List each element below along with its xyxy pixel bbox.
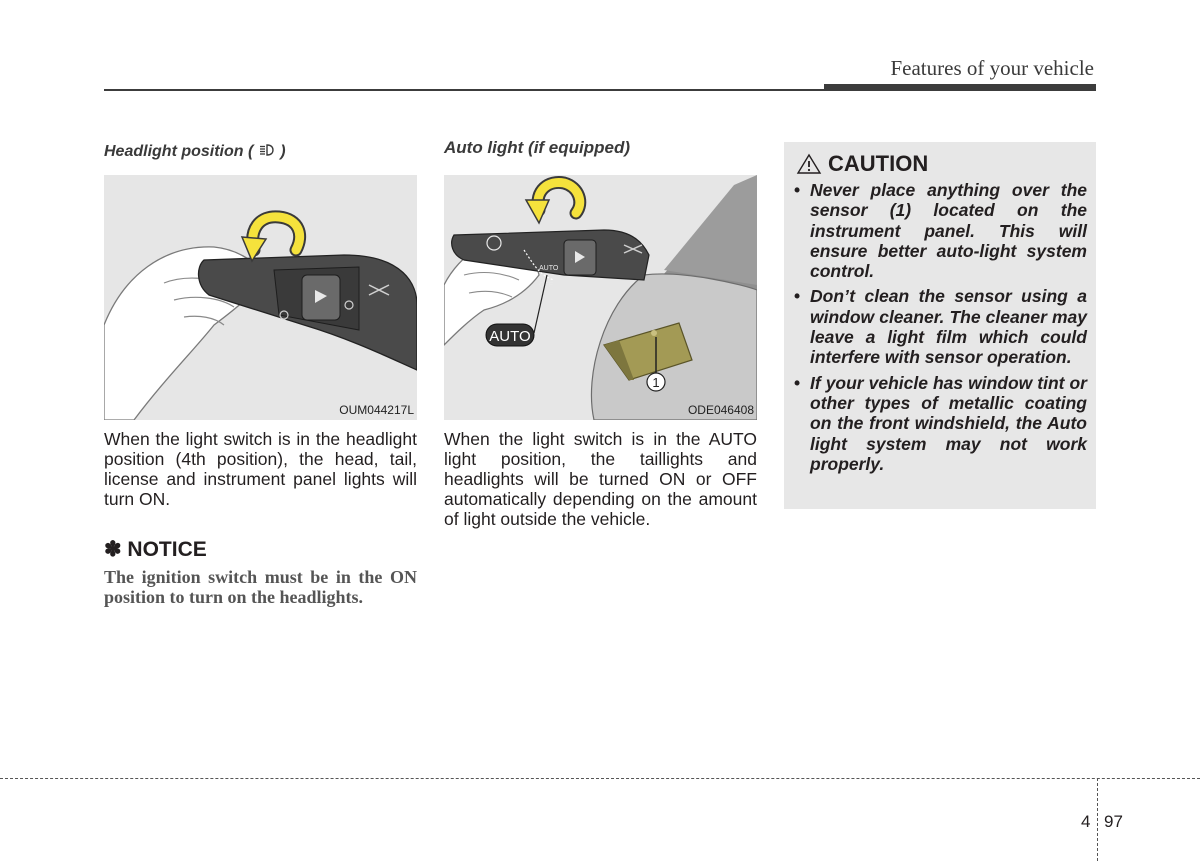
caution-list	[794, 180, 1087, 479]
caution-item: • If your vehicle has window tint or other types of metallic coating on the front windshield, the Auto light system may not work properly.	[794, 372, 1087, 474]
caution-title: CAUTION	[828, 151, 929, 176]
caution-item: • Don’t clean the sensor using a window cleaner. The cleaner may leave a light film which could interfere with sensor operation.	[794, 286, 1087, 368]
header-rule-accent	[824, 84, 1096, 91]
auto-light-description: When the light switch is in the AUTO light position, the taillights and headlights will be turned ON or OFF automatically depending on the amount of light outside the vehicle.	[444, 429, 757, 529]
figure-auto-light	[444, 175, 757, 420]
headlight-description: When the light switch is in the headlight position (4th position), the head, tail, license and instrument panel lights will turn ON.	[104, 429, 417, 509]
notice-body: The ignition switch must be in the ON position to turn on the headlights.	[104, 567, 417, 607]
caution-box	[784, 142, 1096, 509]
auto-switch-marker: AUTO	[539, 265, 559, 272]
warning-triangle-icon	[796, 153, 822, 175]
auto-light-illustration	[444, 175, 757, 420]
heading-text-end: )	[280, 143, 286, 160]
sensor-callout-label: 1	[652, 375, 660, 390]
auto-callout-label: AUTO	[489, 328, 531, 345]
figure-headlight-switch	[104, 175, 417, 420]
chapter-number: 4	[1081, 812, 1091, 831]
footer-divider	[1097, 778, 1098, 861]
section-heading-headlight-position	[104, 143, 286, 161]
page-number: 97	[1104, 812, 1123, 831]
heading-text: Headlight position (	[104, 143, 254, 160]
section-heading-auto-light: Auto light (if equipped)	[444, 138, 631, 157]
headlight-switch-illustration	[104, 175, 417, 420]
off-switch-marker: OFF	[539, 282, 553, 289]
figure-code: OUM044217L	[339, 403, 414, 417]
footer-rule	[0, 778, 1200, 779]
caution-heading	[796, 151, 928, 177]
page-header-title: Features of your vehicle	[890, 56, 1094, 80]
caution-item: • Never place anything over the sensor (1) located on the instrument panel. This will ensure better auto-light system control.	[794, 180, 1087, 282]
headlight-icon	[258, 143, 276, 157]
header-rule	[104, 89, 824, 91]
figure-code: ODE046408	[687, 403, 754, 417]
notice-heading: ✽ NOTICE	[104, 538, 207, 561]
